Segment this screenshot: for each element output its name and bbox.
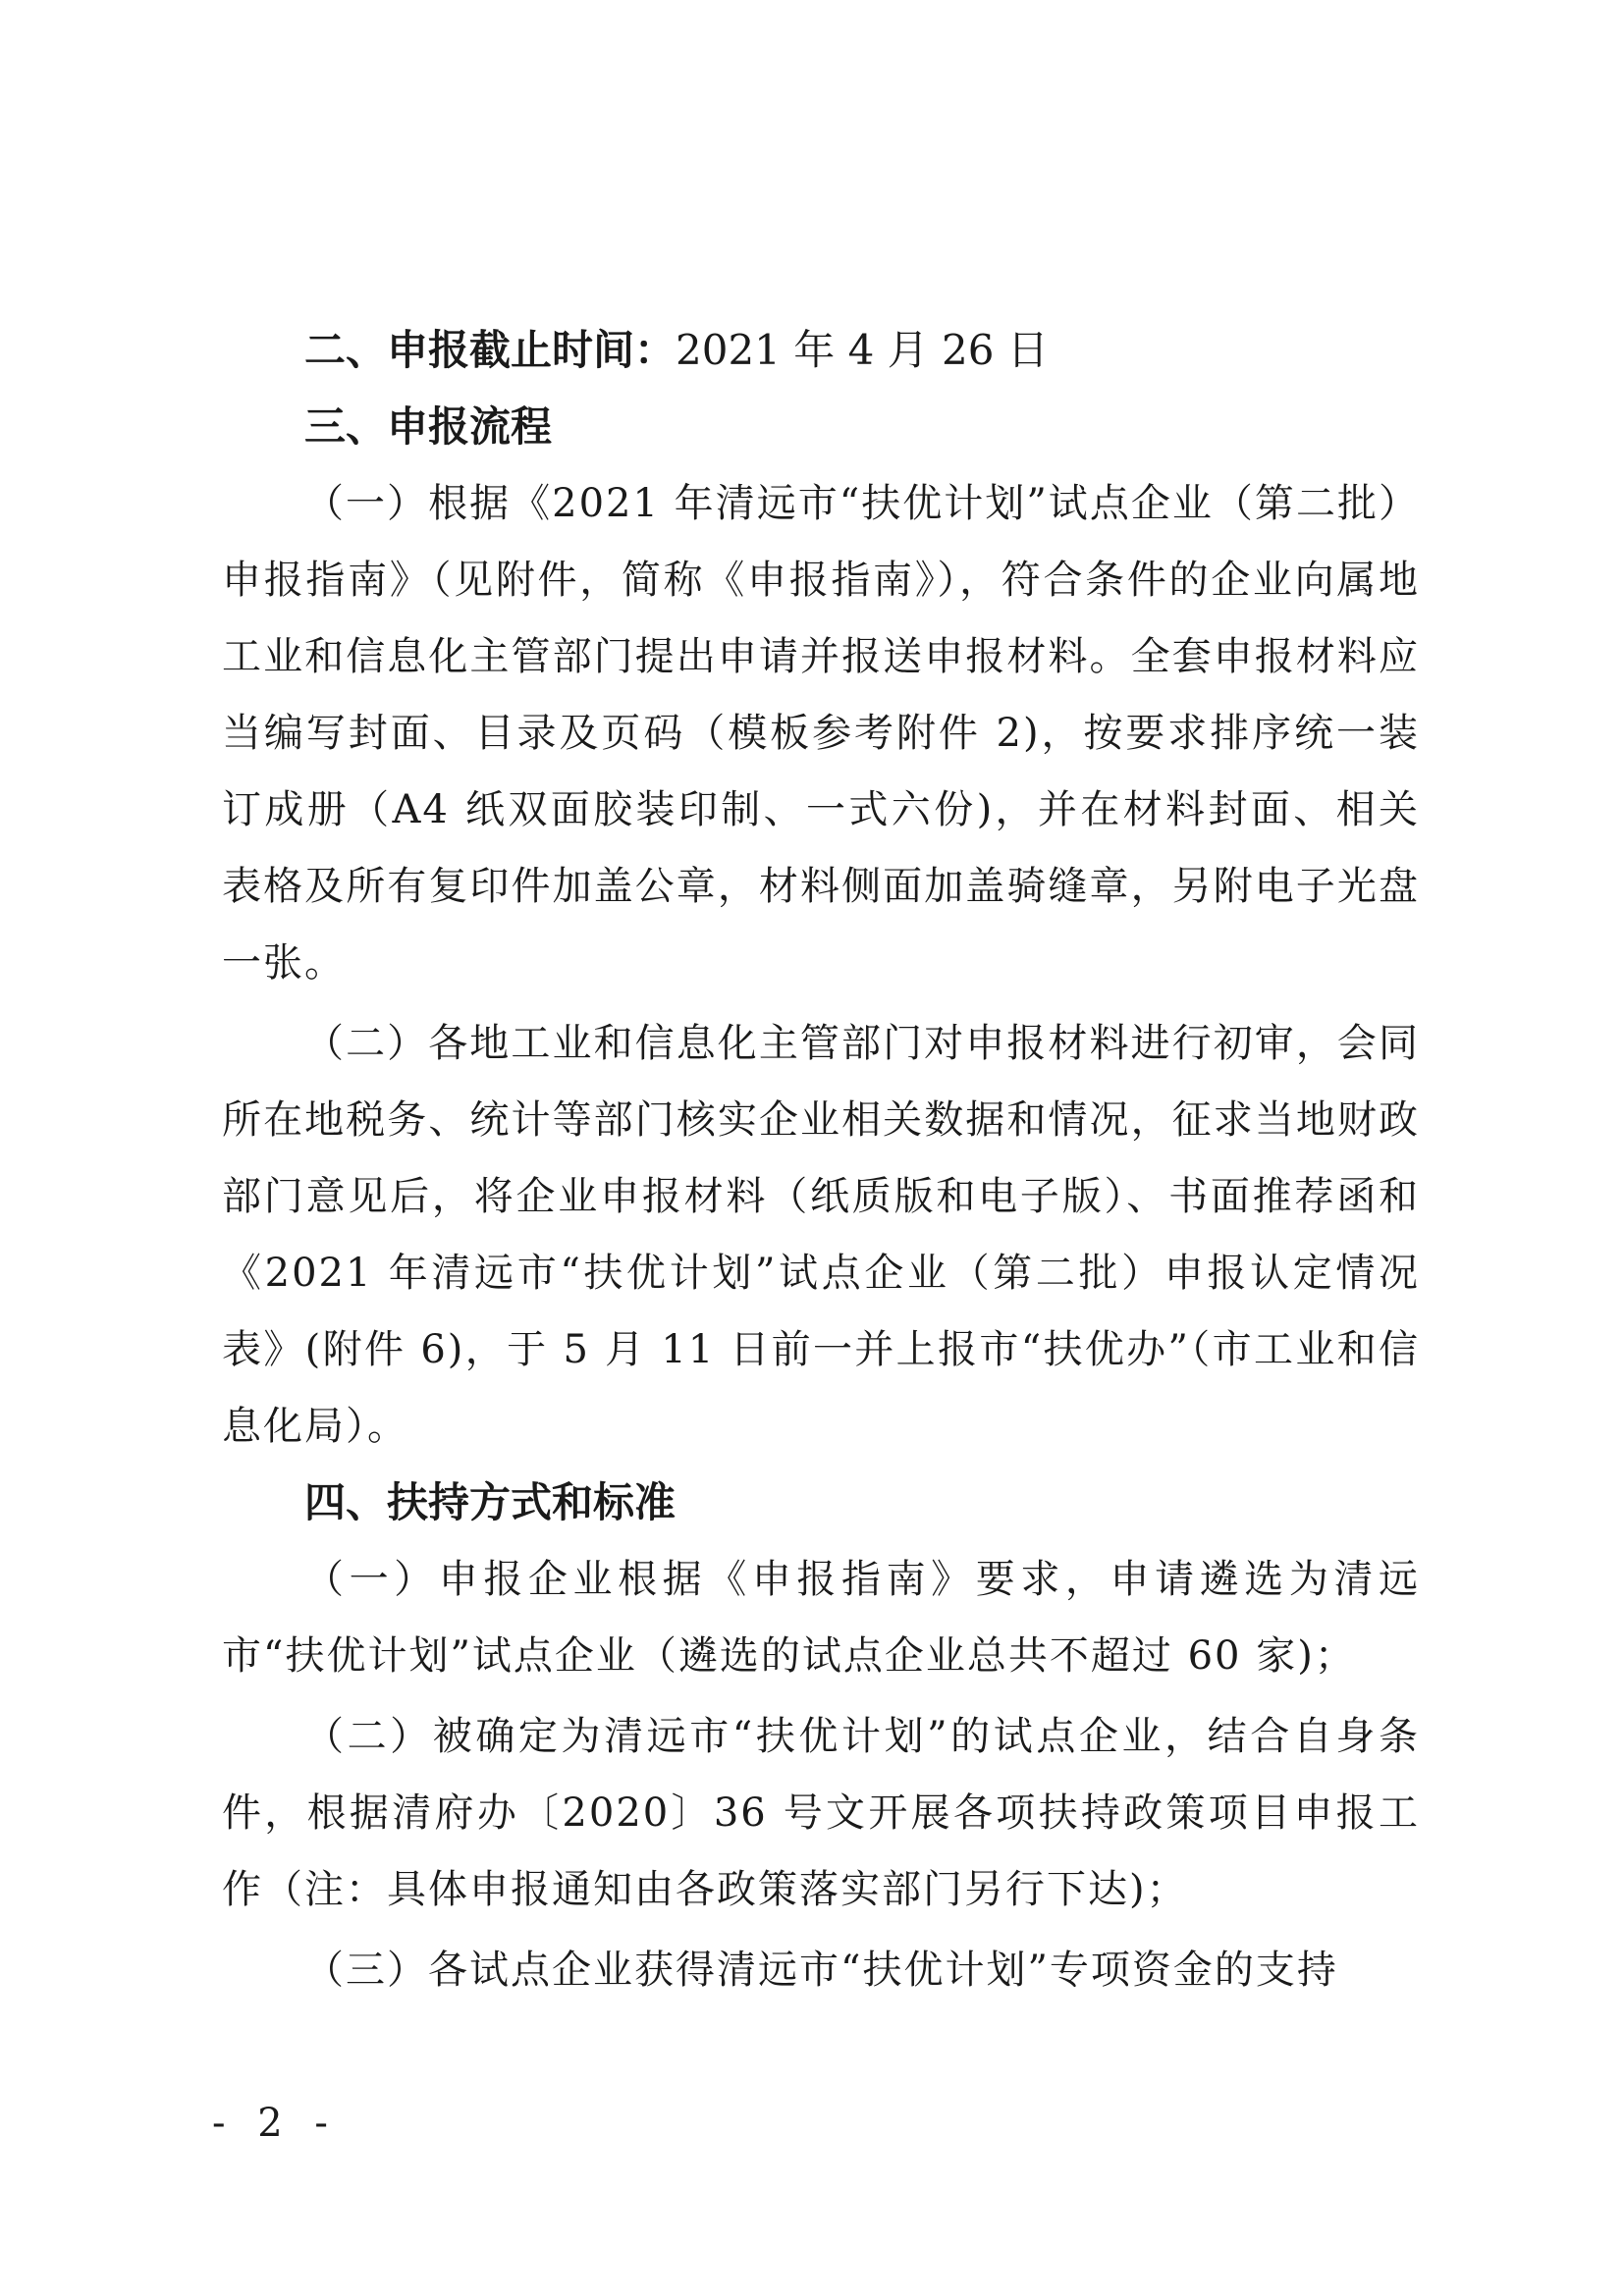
- deadline-date: 2021 年 4 月 26 日: [676, 326, 1049, 374]
- support-paragraph-3: （三）各试点企业获得清远市“扶优计划”专项资金的支持: [304, 1948, 1338, 1993]
- support-paragraph-2: （二）被确定为清远市“扶优计划”的试点企业，结合自身条件，根据清府办〔2020〕36 号文开展各项扶持政策项目申报工作（注：具体申报通知由各政策落实部门另行下达)；: [222, 1714, 1420, 1912]
- support-paragraph-1: （一）申报企业根据《申报指南》要求，申请遴选为清远市“扶优计划”试点企业（遴选的试点企业总共不超过 60 家)；: [222, 1557, 1420, 1679]
- page-number: - 2 -: [212, 2101, 338, 2146]
- heading-text: 二、申报截止时间：: [304, 326, 677, 374]
- process-paragraph-1: （一）根据《2021 年清远市“扶优计划”试点企业（第二批）申报指南》（见附件，简称《申报指南》），符合条件的企业向属地工业和信息化主管部门提出申请并报送申报材料。全套申报材料应当编写封面、目录及页码（模板参考附件 2)，按要求排序统一装订成册（A4 纸双面胶装印制、一式六份)，并在材料封面、相关表格及所有复印件加盖公章，材料侧面加盖骑缝章，另附电子光盘一张。: [222, 481, 1420, 986]
- section-heading-process: 三、申报流程: [304, 402, 553, 451]
- document-body: [222, 312, 1420, 2008]
- section-heading-support: 四、扶持方式和标准: [304, 1478, 677, 1526]
- process-paragraph-2: （二）各地工业和信息化主管部门对申报材料进行初审，会同所在地税务、统计等部门核实企业相关数据和情况，征求当地财政部门意见后，将企业申报材料（纸质版和电子版）、书面推荐函和《2021 年清远市“扶优计划”试点企业（第二批）申报认定情况表》(附件 6)，于 5 月 11 日前一并上报市“扶优办”（市工业和信息化局）。: [222, 1021, 1420, 1449]
- section-heading-deadline: [222, 312, 1420, 389]
